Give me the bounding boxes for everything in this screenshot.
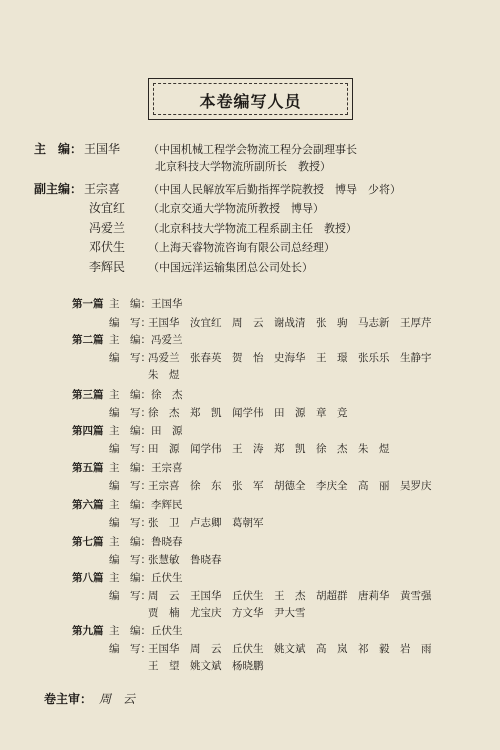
section-1-writers-line-1: 王国华 汝宜红 周 云 谢战清 张 驹 马志新 王厚芹 [148,317,432,329]
deputy-editor-name-3: 冯爱兰 [89,221,126,235]
section-1-writers-label: 编 写： [109,317,151,329]
section-7-writers-label: 编 写： [109,554,151,566]
section-9-writers-line-2: 王 望 姚文斌 杨晓鹏 [148,660,264,672]
section-6-chief: 主 编：李辉民 [109,499,183,511]
section-3-chief: 主 编：徐 杰 [109,389,183,401]
section-8-chief: 主 编：丘伏生 [109,572,183,584]
reviewer-role: 卷主审： [44,692,93,706]
section-2-writers-label: 编 写： [109,352,151,364]
deputy-editor-name-2: 汝宜红 [89,201,126,215]
section-9-title: 第九篇 [72,625,104,637]
section-9-chief: 主 编：丘伏生 [109,625,183,637]
chief-editor-note-1: （中国机械工程学会物流工程分会副理事长 [148,143,357,156]
section-3-writers-label: 编 写： [109,407,151,419]
section-5-writers-label: 编 写： [109,480,151,492]
section-9-writers-line-1: 王国华 周 云 丘伏生 姚文斌 高 岚 祁 毅 岩 雨 [148,643,432,655]
section-7-title: 第七篇 [72,536,104,548]
section-3-writers-line-1: 徐 杰 郑 凯 闻学伟 田 源 章 竞 [148,407,348,419]
section-6-title: 第六篇 [72,499,104,511]
deputy-editor-name-5: 李辉民 [89,260,126,274]
section-4-title: 第四篇 [72,425,104,437]
section-5-title: 第五篇 [72,462,104,474]
section-2-writers-line-2: 朱 煜 [148,369,180,381]
section-4-writers-line-1: 田 源 闻学伟 王 涛 郑 凯 徐 杰 朱 煜 [148,443,390,455]
section-2-chief: 主 编：冯爱兰 [109,334,183,346]
reviewer-name: 周 云 [99,692,136,706]
section-9-writers-label: 编 写： [109,643,151,655]
deputy-editor-note-5: （中国远洋运输集团总公司处长） [148,261,313,274]
section-7-chief: 主 编：鲁晓春 [109,536,183,548]
section-5-chief: 主 编：王宗喜 [109,462,183,474]
page-title: 本卷编写人员 [199,92,302,111]
deputy-editor-name-4: 邓伏生 [89,240,126,254]
section-2-writers-line-1: 冯爱兰 张春英 贺 怡 史海华 王 璟 张乐乐 生静宇 [148,352,432,364]
section-8-title: 第八篇 [72,572,104,584]
deputy-editor-name-1: 王宗喜 [84,182,121,196]
section-4-chief: 主 编：田 源 [109,425,183,437]
chief-editor-role: 主 编： [34,142,83,156]
section-1-chief: 主 编：王国华 [109,298,183,310]
chief-editor-note-2: 北京科技大学物流所副所长 教授） [155,160,331,173]
section-8-writers-line-1: 周 云 王国华 丘伏生 王 杰 胡超群 唐莉华 黄雪强 [148,590,432,602]
section-6-writers-label: 编 写： [109,517,151,529]
deputy-editor-note-2: （北京交通大学物流所教授 博导） [148,202,324,215]
section-3-title: 第三篇 [72,389,104,401]
chief-editor-name: 王国华 [84,142,121,156]
section-7-writers-line-1: 张慧敏 鲁晓春 [148,554,222,566]
section-5-writers-line-1: 王宗喜 徐 东 张 军 胡德全 李庆全 高 丽 吴罗庆 [148,480,432,492]
section-2-title: 第二篇 [72,334,104,346]
section-4-writers-label: 编 写： [109,443,151,455]
section-1-title: 第一篇 [72,298,104,310]
deputy-editor-note-3: （北京科技大学物流工程系副主任 教授） [148,222,357,235]
deputy-editor-note-4: （上海天睿物流咨询有限公司总经理） [148,241,335,254]
section-6-writers-line-1: 张 卫 卢志卿 葛朝军 [148,517,264,529]
title-box [148,78,353,120]
deputy-editor-role: 副主编： [34,182,83,196]
section-8-writers-label: 编 写： [109,590,151,602]
section-8-writers-line-2: 贾 楠 尤宝庆 方文华 尹大雪 [148,607,306,619]
deputy-editor-note-1: （中国人民解放军后勤指挥学院教授 博导 少将） [148,183,401,196]
